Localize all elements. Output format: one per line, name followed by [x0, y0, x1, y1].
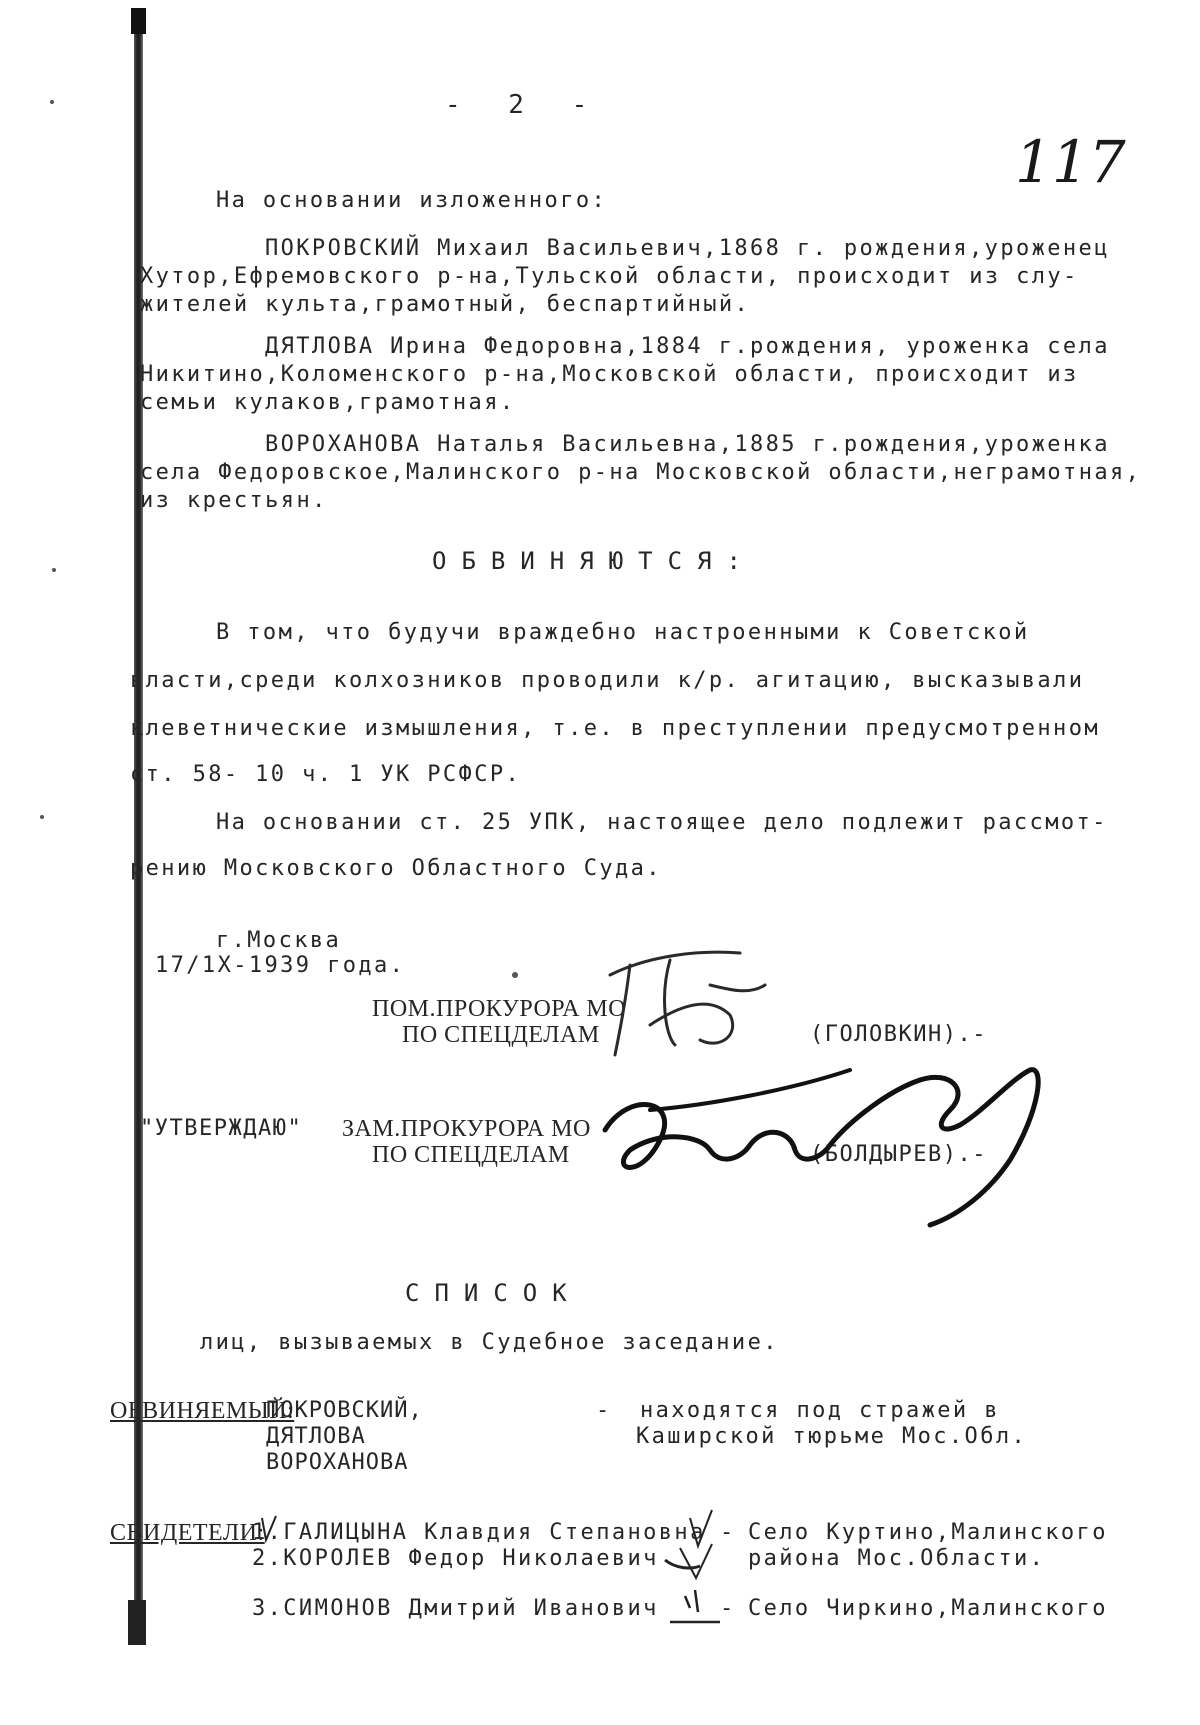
- accused-1-line-2: Хутор,Ефремовского р-на,Тульской области, происходит из слу-: [140, 264, 1079, 289]
- witnesses-dash: -: [720, 1596, 736, 1621]
- accused-2-line-1: ДЯТЛОВА Ирина Федоровна,1884 г.рождения, уроженка села: [265, 334, 1110, 359]
- charge-line-2: власти,среди колхозников проводили к/р. агитацию, высказывали: [130, 668, 1085, 693]
- witness-3: 3.СИМОНОВ Дмитрий Иванович: [252, 1596, 659, 1621]
- accused-2-line-2: Никитино,Коломенского р-на,Московской области, происходит из: [140, 362, 1079, 387]
- accused-2-line-3: семьи кулаков,грамотная.: [140, 390, 516, 415]
- page-number: - 2 -: [445, 90, 604, 120]
- signatory-1-name: (ГОЛОВКИН).-: [810, 1022, 987, 1047]
- witness-1: 1.ГАЛИЦЫНА Клавдия Степановна: [252, 1520, 706, 1545]
- signatory-1-title-line-1: ПОМ.ПРОКУРОРА МО: [372, 996, 627, 1022]
- charge-line-4: ст. 58- 10 ч. 1 УК РСФСР.: [130, 762, 522, 787]
- defendants-dash: -: [596, 1398, 612, 1423]
- accused-3-line-1: ВОРОХАНОВА Наталья Васильевна,1885 г.рождения,уроженка: [265, 432, 1110, 457]
- binding-edge-bottom: [128, 1600, 146, 1645]
- signature-boldyrev: [590, 1050, 1070, 1230]
- accused-1-line-3: жителей культа,грамотный, беспартийный.: [140, 292, 751, 317]
- approval-title-line-2: ПО СПЕЦДЕЛАМ: [372, 1142, 570, 1168]
- basis-line-2: рению Московского Областного Суда.: [130, 856, 662, 881]
- charge-line-1: В том, что будучи враждебно настроенными к Советской: [216, 620, 1030, 645]
- witness-address-3: Село Чиркино,Малинского: [748, 1596, 1108, 1621]
- basis-line-1: На основании ст. 25 УПК, настоящее дело подлежит рассмот-: [216, 810, 1108, 835]
- witnesses-label: СВИДЕТЕЛИ:: [110, 1520, 265, 1546]
- list-heading: СПИСОК: [405, 1279, 582, 1307]
- list-subheading: лиц, вызываемых в Судебное заседание.: [200, 1330, 779, 1355]
- speck: [50, 100, 54, 104]
- approval-label: "УТВЕРЖДАЮ": [140, 1116, 303, 1141]
- handwritten-check-marks: [250, 1508, 730, 1638]
- accused-3-line-2: села Федоровское,Малинского р-на Московской области,неграмотная,: [140, 460, 1142, 485]
- speck: [52, 568, 56, 572]
- witness-2: 2.КОРОЛЕВ Федор Николаевич: [252, 1546, 659, 1571]
- speck: [40, 815, 44, 819]
- date: 17/1Х-1939 года.: [155, 953, 406, 978]
- witness-address-1-line-1: Село Куртино,Малинского: [748, 1520, 1108, 1545]
- binding-edge: [134, 8, 143, 1638]
- defendants-location-line-1: находятся под стражей в: [640, 1398, 1000, 1423]
- accused-3-line-3: из крестьян.: [140, 488, 328, 513]
- speck: [512, 972, 518, 978]
- signatory-1-title-line-2: ПО СПЕЦДЕЛАМ: [402, 1022, 600, 1048]
- witnesses-dash: -: [720, 1520, 736, 1545]
- intro-line: На основании изложенного:: [216, 188, 608, 213]
- witness-address-1-line-2: района Мос.Области.: [748, 1546, 1046, 1571]
- defendant-name: ДЯТЛОВА: [266, 1424, 366, 1449]
- defendant-name: ВОРОХАНОВА: [266, 1450, 409, 1475]
- approval-name: (БОЛДЫРЕВ).-: [810, 1142, 987, 1167]
- charge-line-3: клеветнические измышления, т.е. в преступлении предусмотренном: [130, 716, 1100, 741]
- charge-heading: ОБВИНЯЮТСЯ:: [432, 547, 756, 575]
- binding-edge-top: [131, 8, 146, 34]
- place: г.Москва: [216, 928, 342, 953]
- defendants-label: ОБВИНЯЕМЫЙ:: [110, 1398, 295, 1424]
- defendant-name: ПОКРОВСКИЙ,: [266, 1398, 423, 1423]
- defendants-location-line-2: Каширской тюрьме Мос.Обл.: [636, 1424, 1028, 1449]
- archive-number: 117: [1015, 128, 1126, 196]
- accused-1-line-1: ПОКРОВСКИЙ Михаил Васильевич,1868 г. рождения,уроженец: [265, 236, 1110, 261]
- approval-title-line-1: ЗАМ.ПРОКУРОРА МО: [342, 1116, 591, 1142]
